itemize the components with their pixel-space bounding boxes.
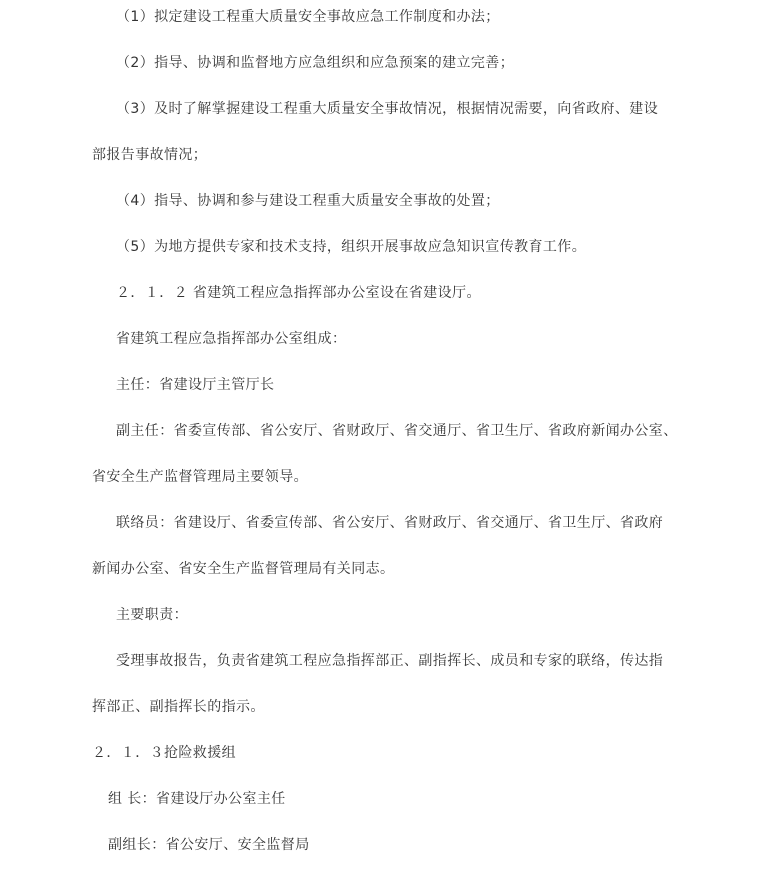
text-line-11: 省安全生产监督管理局主要领导。 [92, 469, 308, 485]
text-line-16: 挥部正、副指挥长的指示。 [92, 699, 265, 715]
text-line-19: 副组长：省公安厅、安全监督局 [108, 837, 310, 853]
text-line-12: 联络员：省建设厅、省委宣传部、省公安厅、省财政厅、省交通厅、省卫生厅、省政府 [116, 515, 664, 531]
text-line-6: （5）为地方提供专家和技术支持，组织开展事故应急知识宣传教育工作。 [116, 239, 587, 255]
text-line-4: 部报告事故情况； [92, 147, 208, 163]
text-line-5: （4）指导、协调和参与建设工程重大质量安全事故的处置； [116, 193, 500, 209]
text-line-15: 受理事故报告，负责省建筑工程应急指挥部正、副指挥长、成员和专家的联络，传达指 [116, 653, 664, 669]
text-line-10: 副主任：省委宣传部、省公安厅、省财政厅、省交通厅、省卫生厅、省政府新闻办公室、 [116, 423, 678, 439]
text-line-18: 组 长：省建设厅办公室主任 [108, 791, 286, 807]
text-line-14: 主要职责： [116, 607, 188, 623]
text-line-8: 省建筑工程应急指挥部办公室组成： [116, 331, 347, 347]
text-line-9: 主任：省建设厅主管厅长 [116, 377, 275, 393]
text-line-1: （1）拟定建设工程重大质量安全事故应急工作制度和办法； [116, 9, 500, 25]
section-heading-2-1-2: ２．１．２ 省建筑工程应急指挥部办公室设在省建设厅。 [116, 285, 481, 301]
text-line-13: 新闻办公室、省安全生产监督管理局有关同志。 [92, 561, 395, 577]
section-heading-2-1-3: ２．１．３抢险救援组 [92, 745, 236, 761]
text-line-3: （3）及时了解掌握建设工程重大质量安全事故情况，根据情况需要，向省政府、建设 [116, 101, 659, 117]
text-line-2: （2）指导、协调和监督地方应急组织和应急预案的建立完善； [116, 55, 515, 71]
